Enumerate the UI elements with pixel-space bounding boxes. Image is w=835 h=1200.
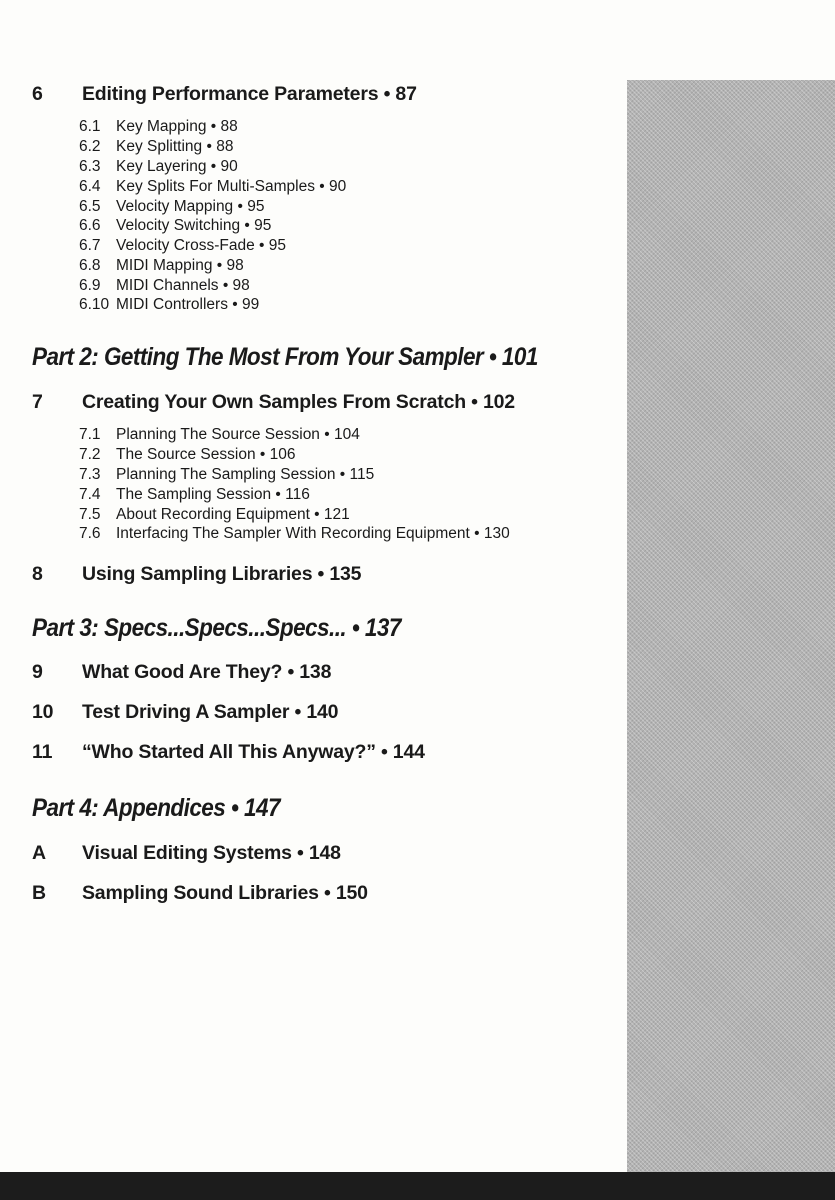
chapter-number: 9 [32, 661, 43, 683]
toc-section [79, 485, 310, 505]
toc-part-heading: Part 2: Getting The Most From Your Sampler • 101 [32, 343, 538, 371]
section-title: The Source Session • 106 [116, 446, 296, 463]
section-number: 7.5 [79, 506, 101, 523]
appendix-letter: B [32, 882, 46, 904]
section-number: 7.6 [79, 525, 101, 542]
toc-part-heading: Part 3: Specs...Specs...Specs... • 137 [32, 614, 401, 642]
toc-chapter [32, 562, 361, 586]
section-title: Planning The Sampling Session • 115 [116, 466, 375, 483]
section-number: 6.7 [79, 237, 101, 254]
appendix-title: Visual Editing Systems • 148 [82, 842, 341, 864]
toc-section [79, 256, 244, 276]
section-title: Interfacing The Sampler With Recording Equipment • 130 [116, 525, 510, 542]
toc-section [79, 177, 346, 197]
appendix-letter: A [32, 842, 46, 864]
chapter-title: What Good Are They? • 138 [82, 661, 332, 683]
chapter-number: 8 [32, 563, 43, 585]
toc-section [79, 137, 233, 157]
toc-section [79, 465, 374, 485]
section-title: MIDI Mapping • 98 [116, 257, 244, 274]
chapter-title: “Who Started All This Anyway?” • 144 [82, 741, 425, 763]
toc-section [79, 425, 360, 445]
toc-section [79, 276, 250, 296]
toc-chapter [32, 740, 425, 764]
section-number: 6.1 [79, 118, 101, 135]
toc-chapter [32, 660, 331, 684]
section-number: 7.2 [79, 446, 101, 463]
section-title: Velocity Switching • 95 [116, 217, 272, 234]
chapter-title: Editing Performance Parameters • 87 [82, 83, 417, 105]
section-title: Velocity Cross-Fade • 95 [116, 237, 286, 254]
section-number: 7.3 [79, 466, 101, 483]
toc-chapter [32, 82, 417, 106]
toc-section [79, 197, 264, 217]
toc-section [79, 295, 259, 315]
decorative-bottom-band [0, 1172, 835, 1200]
section-number: 6.10 [79, 296, 110, 313]
toc-appendix [32, 881, 368, 905]
section-number: 7.4 [79, 486, 101, 503]
decorative-side-band [627, 80, 835, 1172]
section-title: Velocity Mapping • 95 [116, 198, 265, 215]
toc-section [79, 524, 510, 544]
section-number: 7.1 [79, 426, 101, 443]
section-title: MIDI Channels • 98 [116, 277, 250, 294]
chapter-title: Using Sampling Libraries • 135 [82, 563, 362, 585]
section-title: Key Splits For Multi-Samples • 90 [116, 178, 347, 195]
toc-section [79, 505, 350, 525]
toc-section [79, 236, 286, 256]
section-title: The Sampling Session • 116 [116, 486, 310, 503]
toc-section [79, 445, 295, 465]
chapter-title: Test Driving A Sampler • 140 [82, 701, 339, 723]
section-number: 6.8 [79, 257, 101, 274]
toc-section [79, 117, 238, 137]
section-title: About Recording Equipment • 121 [116, 506, 350, 523]
section-title: Key Layering • 90 [116, 158, 238, 175]
appendix-title: Sampling Sound Libraries • 150 [82, 882, 368, 904]
section-title: Key Splitting • 88 [116, 138, 234, 155]
toc-section [79, 157, 238, 177]
section-number: 6.6 [79, 217, 101, 234]
toc-part-heading: Part 4: Appendices • 147 [32, 794, 280, 822]
section-number: 6.4 [79, 178, 101, 195]
section-title: Key Mapping • 88 [116, 118, 238, 135]
section-number: 6.2 [79, 138, 101, 155]
section-number: 6.9 [79, 277, 101, 294]
toc-chapter [32, 390, 515, 414]
chapter-number: 7 [32, 391, 43, 413]
chapter-number: 6 [32, 83, 43, 105]
section-number: 6.3 [79, 158, 101, 175]
section-number: 6.5 [79, 198, 101, 215]
toc-appendix [32, 841, 341, 865]
chapter-title: Creating Your Own Samples From Scratch • 102 [82, 391, 515, 413]
toc-section [79, 216, 271, 236]
chapter-number: 11 [32, 741, 53, 763]
section-title: Planning The Source Session • 104 [116, 426, 360, 443]
toc-chapter [32, 700, 338, 724]
section-title: MIDI Controllers • 99 [116, 296, 260, 313]
chapter-number: 10 [32, 701, 54, 723]
